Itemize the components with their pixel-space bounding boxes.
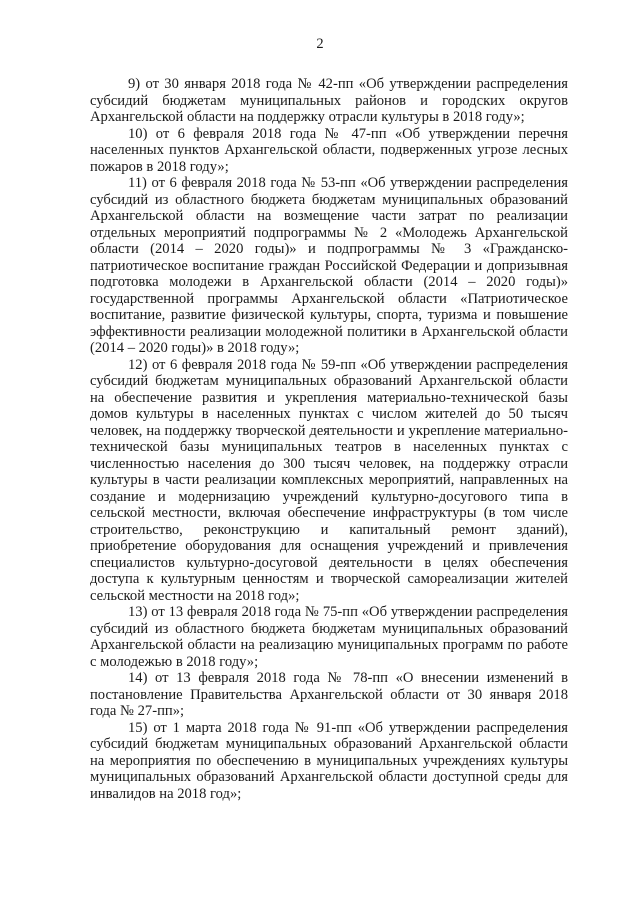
list-item-13: 13) от 13 февраля 2018 года № 75-пп «Об утверждении распределения субсидий из областного бюджета бюджетам муниципальных образований Архангельской области на реализацию муниципальных программ по работе с молодежью в 2018 году»; (90, 604, 568, 670)
list-item-12: 12) от 6 февраля 2018 года № 59-пп «Об утверждении распределения субсидий бюджетам муниципальных образований Архангельской области на обеспечение развития и укрепления материально-технической базы домов культуры в населенных пунктах с числом жителей до 50 тысяч человек, на поддержку творческой деятельности и укрепление материально-технической базы муниципальных театров в населенных пунктах с численностью населения до 300 тысяч человек, на поддержку отрасли культуры в части реализации комплексных мероприятий, направленных на создание и модернизацию учреждений культурно-досугового типа в сельской местности, включая обеспечение инфраструктуры (в том числе строительство, реконструкцию и капитальный ремонт зданий), приобретение оборудования для оснащения учреждений и привлечения специалистов культурно-досуговой деятельности в целях обеспечения доступа к культурным ценностям и творческой самореализации жителей сельской местности на 2018 год»; (90, 356, 568, 604)
list-item-9: 9) от 30 января 2018 года № 42-пп «Об утверждении распределения субсидий бюджетам муниципальных районов и городских округов Архангельской области на поддержку отрасли культуры в 2018 году»; (90, 76, 568, 125)
list-item-11: 11) от 6 февраля 2018 года № 53-пп «Об утверждении распределения субсидий из областного бюджета бюджетам муниципальных образований Архангельской области на возмещение части затрат по реализации отдельных мероприятий подпрограммы № 2 «Молодежь Архангельской области (2014 – 2020 годы)» и подпрограммы № 3 «Гражданско-патриотическое воспитание граждан Российской Федерации и допризывная подготовка молодежи в Архангельской области (2014 – 2020 годы)» государственной программы Архангельской области «Патриотическое воспитание, развитие физической культуры, спорта, туризма и повышение эффективности реализации молодежной политики в Архангельской области (2014 – 2020 годы)» в 2018 году»; (90, 175, 568, 356)
document-body (90, 76, 568, 802)
list-item-10: 10) от 6 февраля 2018 года № 47-пп «Об утверждении перечня населенных пунктов Архангельской области, подверженных угрозе лесных пожаров в 2018 году»; (90, 125, 568, 175)
page-number: 2 (316, 36, 324, 52)
list-item-15: 15) от 1 марта 2018 года № 91-пп «Об утверждении распределения субсидий бюджетам муниципальных образований Архангельской области на мероприятия по обеспечению в муниципальных учреждениях культуры муниципальных образований Архангельской области доступной среды для инвалидов на 2018 год»; (90, 719, 568, 802)
list-item-14: 14) от 13 февраля 2018 года № 78-пп «О внесении изменений в постановление Правительства Архангельской области от 30 января 2018 года № 27-пп»; (90, 670, 568, 719)
